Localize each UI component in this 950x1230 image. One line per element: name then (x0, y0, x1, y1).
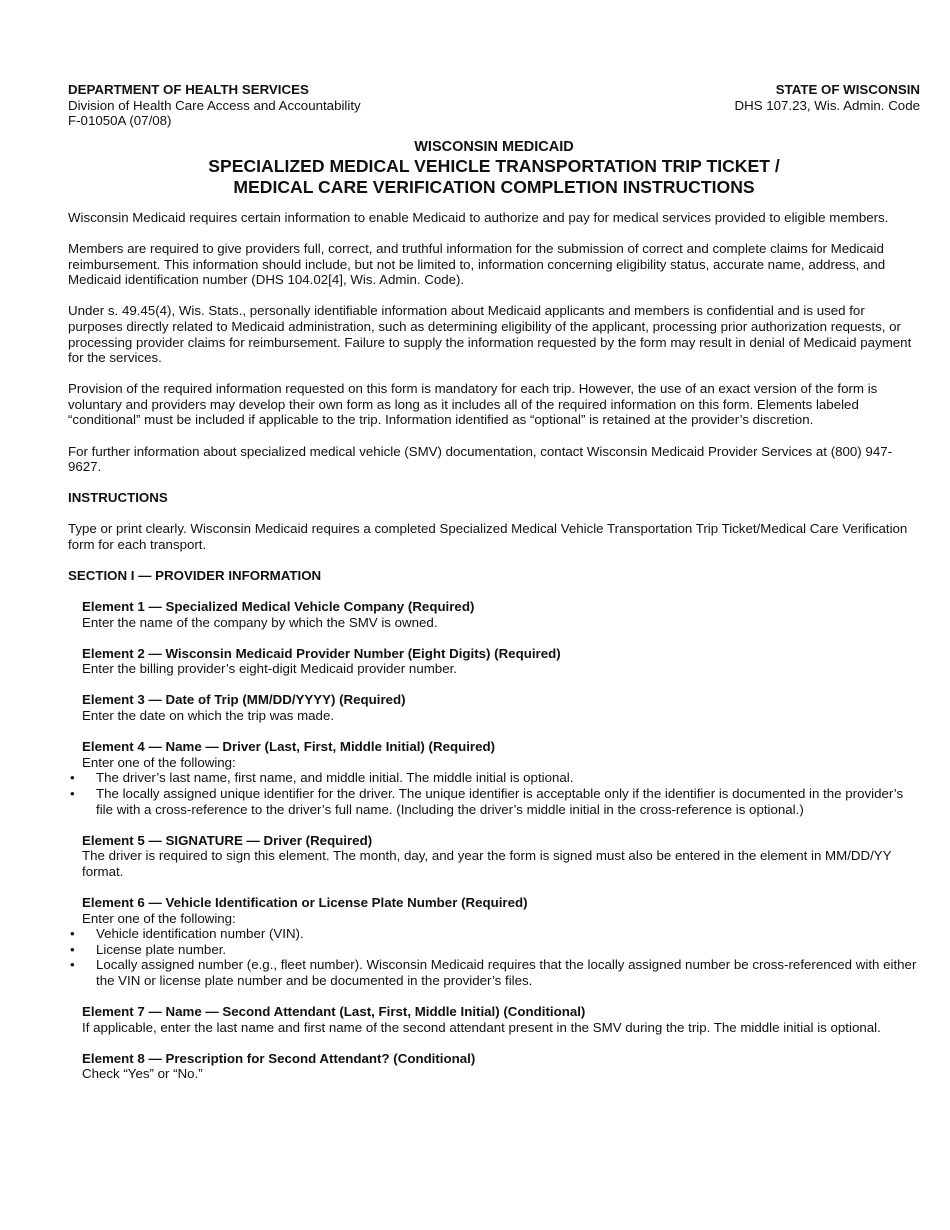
element-title: Element 5 — SIGNATURE — Driver (Required) (82, 832, 373, 848)
header-right (734, 82, 920, 113)
list-item (68, 942, 920, 958)
element-text: Enter one of the following: (82, 910, 236, 926)
element-2 (82, 646, 920, 677)
document-body (68, 82, 920, 1082)
intro-paragraph-2: Members are required to give providers full, correct, and truthful information for the submission of correct and complete claims for Medicaid reimbursement. This information should include, but not be limited to, information concerning eligibility status, accurate name, address, and Medicaid identification number (DHS 104.02[4], Wis. Admin. Code). (68, 241, 886, 288)
division-name: Division of Health Care Access and Accountability (68, 97, 361, 113)
bullet-icon: • (70, 941, 75, 957)
list-item-text: License plate number. (96, 941, 227, 957)
list-item (68, 786, 920, 817)
list-item-text: Vehicle identification number (VIN). (96, 926, 304, 942)
page-header (68, 82, 920, 129)
element-title: Element 2 — Wisconsin Medicaid Provider Number (Eight Digits) (Required) (82, 645, 561, 661)
list-item-text: Locally assigned number (e.g., fleet number). Wisconsin Medicaid requires that the locally assigned number be cross-referenced with either the VIN or license plate number and be documented in the provider’s files. (96, 957, 917, 988)
element-text: Enter the billing provider’s eight-digit Medicaid provider number. (82, 661, 457, 677)
element-6 (70, 894, 920, 989)
intro-paragraph-4: Provision of the required information requested on this form is mandatory for each trip. However, the use of an exact version of the form is voluntary and providers may develop their own form as long as it includes all of the required information on this form. Elements labeled “conditional” must be included if applicable to the trip. Information identified as “optional” is retained at the provider’s discretion. (68, 381, 878, 428)
bullet-icon: • (70, 770, 75, 786)
element-text: Enter one of the following: (82, 754, 236, 770)
element-title: Element 8 — Prescription for Second Attendant? (Conditional) (82, 1050, 476, 1066)
title-line-1: SPECIALIZED MEDICAL VEHICLE TRANSPORTATION TRIP TICKET / (208, 156, 780, 176)
element-title: Element 3 — Date of Trip (MM/DD/YYYY) (Required) (82, 692, 406, 708)
element-title: Element 1 — Specialized Medical Vehicle Company (Required) (82, 599, 475, 615)
list-item (68, 770, 920, 786)
element-title: Element 4 — Name — Driver (Last, First, Middle Initial) (Required) (82, 739, 496, 755)
title-line-2: MEDICAL CARE VERIFICATION COMPLETION INSTRUCTIONS (233, 177, 755, 197)
bullet-icon: • (70, 785, 75, 801)
state-name: STATE OF WISCONSIN (775, 82, 920, 97)
form-number: F-01050A (07/08) (68, 113, 172, 129)
instructions-text: Type or print clearly. Wisconsin Medicaid requires a completed Specialized Medical Vehicle Transportation Trip Ticket/Medical Care Verification form for each transport. (68, 521, 908, 552)
department-name: DEPARTMENT OF HEALTH SERVICES (68, 82, 309, 97)
list-item (68, 926, 920, 942)
element-5 (82, 833, 920, 880)
element-text: If applicable, enter the last name and first name of the second attendant present in the SMV during the trip. The middle initial is optional. (82, 1019, 881, 1035)
element-title: Element 7 — Name — Second Attendant (Last, First, Middle Initial) (Conditional) (82, 1003, 586, 1019)
element-text: Enter the name of the company by which the SMV is owned. (82, 614, 438, 630)
instructions-heading: INSTRUCTIONS (68, 490, 168, 506)
element-4 (70, 739, 920, 817)
bullet-list (68, 770, 920, 817)
element-1 (82, 599, 920, 630)
element-3 (82, 692, 920, 723)
admin-code: DHS 107.23, Wis. Admin. Code (734, 97, 920, 113)
list-item (68, 957, 920, 988)
title-agency: WISCONSIN MEDICAID (414, 139, 574, 155)
intro-paragraph-3: Under s. 49.45(4), Wis. Stats., personally identifiable information about Medicaid applicants and members is confidential and is used for purposes directly related to Medicaid administration, such as determining eligibility of the applicant, processing prior authorization requests, or processing provider claims for reimbursement. Failure to supply the information requested by the form may result in denial of Medicaid payment for the services. (68, 303, 912, 366)
element-title: Element 6 — Vehicle Identification or License Plate Number (Required) (82, 894, 528, 910)
intro-paragraph-1: Wisconsin Medicaid requires certain information to enable Medicaid to authorize and pay for medical services provided to eligible members. (68, 210, 889, 225)
bullet-icon: • (70, 957, 75, 973)
element-text: Enter the date on which the trip was made. (82, 708, 335, 724)
element-8 (82, 1051, 920, 1082)
section-1-heading: SECTION I — PROVIDER INFORMATION (68, 568, 322, 583)
element-7 (82, 1004, 920, 1035)
header-left (68, 82, 361, 129)
intro-paragraph-5: For further information about specialized medical vehicle (SMV) documentation, contact Wisconsin Medicaid Provider Services at (800) 947-9627. (68, 443, 893, 475)
bullet-icon: • (70, 926, 75, 942)
list-item-text: The locally assigned unique identifier for the driver. The unique identifier is acceptable only if the identifier is documented in the provider’s file with a cross-reference to the driver’s full name. (Including the driver’s middle initial in the cross-reference is optional.) (96, 785, 904, 817)
bullet-list (68, 926, 920, 988)
element-text: Check “Yes” or “No.” (82, 1066, 203, 1082)
element-text: The driver is required to sign this element. The month, day, and year the form is signed must also be entered in the element in MM/DD/YY format. (82, 848, 892, 879)
document-title (68, 139, 920, 198)
list-item-text: The driver’s last name, first name, and middle initial. The middle initial is optional. (96, 770, 574, 786)
